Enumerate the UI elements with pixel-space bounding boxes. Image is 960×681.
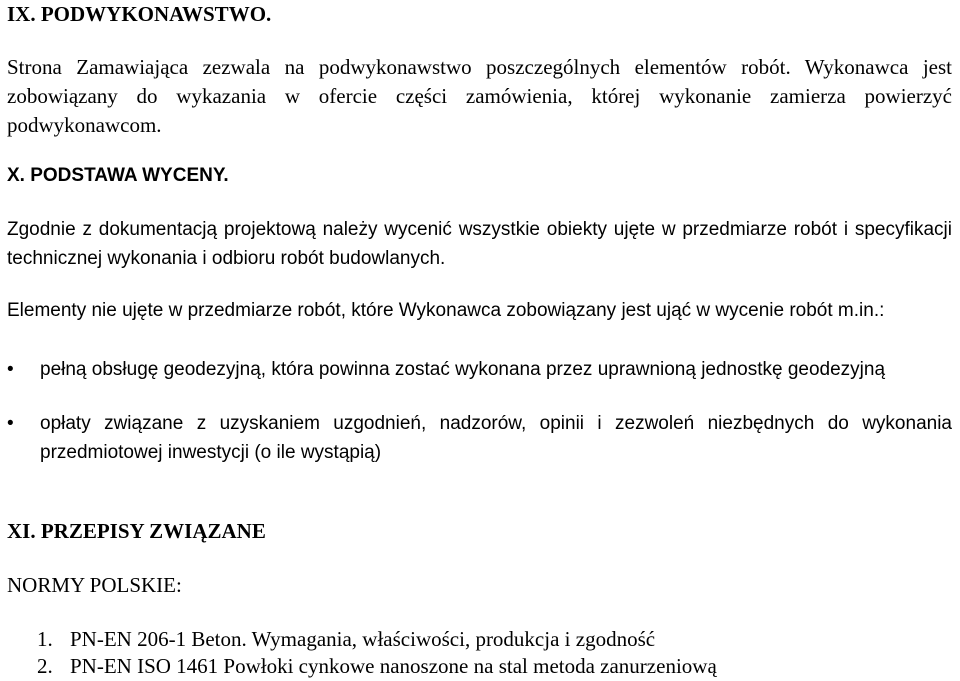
- section-x-paragraph-1: Zgodnie z dokumentacją projektową należy wycenić wszystkie obiekty ujęte w przedmiarze robót i specyfikacji technicznej wykonania i odbioru robót budowlanych.: [7, 219, 952, 269]
- list-item-text: PN-EN 206-1 Beton. Wymagania, właściwości, produkcja i zgodność: [70, 627, 656, 651]
- section-x-heading: X. PODSTAWA WYCENY.: [7, 165, 229, 186]
- bullet-icon: •: [7, 359, 14, 380]
- list-item: [7, 625, 952, 654]
- list-item-number: 1.: [37, 627, 53, 651]
- list-item-text: pełną obsługę geodezyjną, która powinna zostać wykonana przez uprawnioną jednostkę geodezyjną: [40, 359, 886, 380]
- list-item-text: opłaty związane z uzyskaniem uzgodnień, nadzorów, opinii i zezwoleń niezbędnych do wykonania przedmiotowej inwestycji (o ile wystąpią): [40, 413, 952, 463]
- section-x-paragraph-2: Elementy nie ujęte w przedmiarze robót, które Wykonawca zobowiązany jest ująć w wycenie robót m.in.:: [7, 300, 885, 321]
- list-item: [7, 409, 952, 467]
- list-item-text: PN-EN ISO 1461 Powłoki cynkowe nanoszone na stal metoda zanurzeniową: [70, 654, 717, 678]
- section-xi-subheading: NORMY POLSKIE:: [7, 573, 182, 597]
- section-xi-heading: XI. PRZEPISY ZWIĄZANE: [7, 519, 266, 543]
- bullet-icon: •: [7, 413, 14, 434]
- section-ix-heading: IX. PODWYKONAWSTWO.: [7, 2, 272, 26]
- section-ix-paragraph: Strona Zamawiająca zezwala na podwykonawstwo poszczególnych elementów robót. Wykonawca jest zobowiązany do wykazania w ofercie części zamówienia, której wykonanie zamierza powierzyć podwykonawcom.: [7, 55, 952, 137]
- list-item: [7, 355, 952, 384]
- list-item: [7, 652, 952, 681]
- list-item-number: 2.: [37, 654, 53, 678]
